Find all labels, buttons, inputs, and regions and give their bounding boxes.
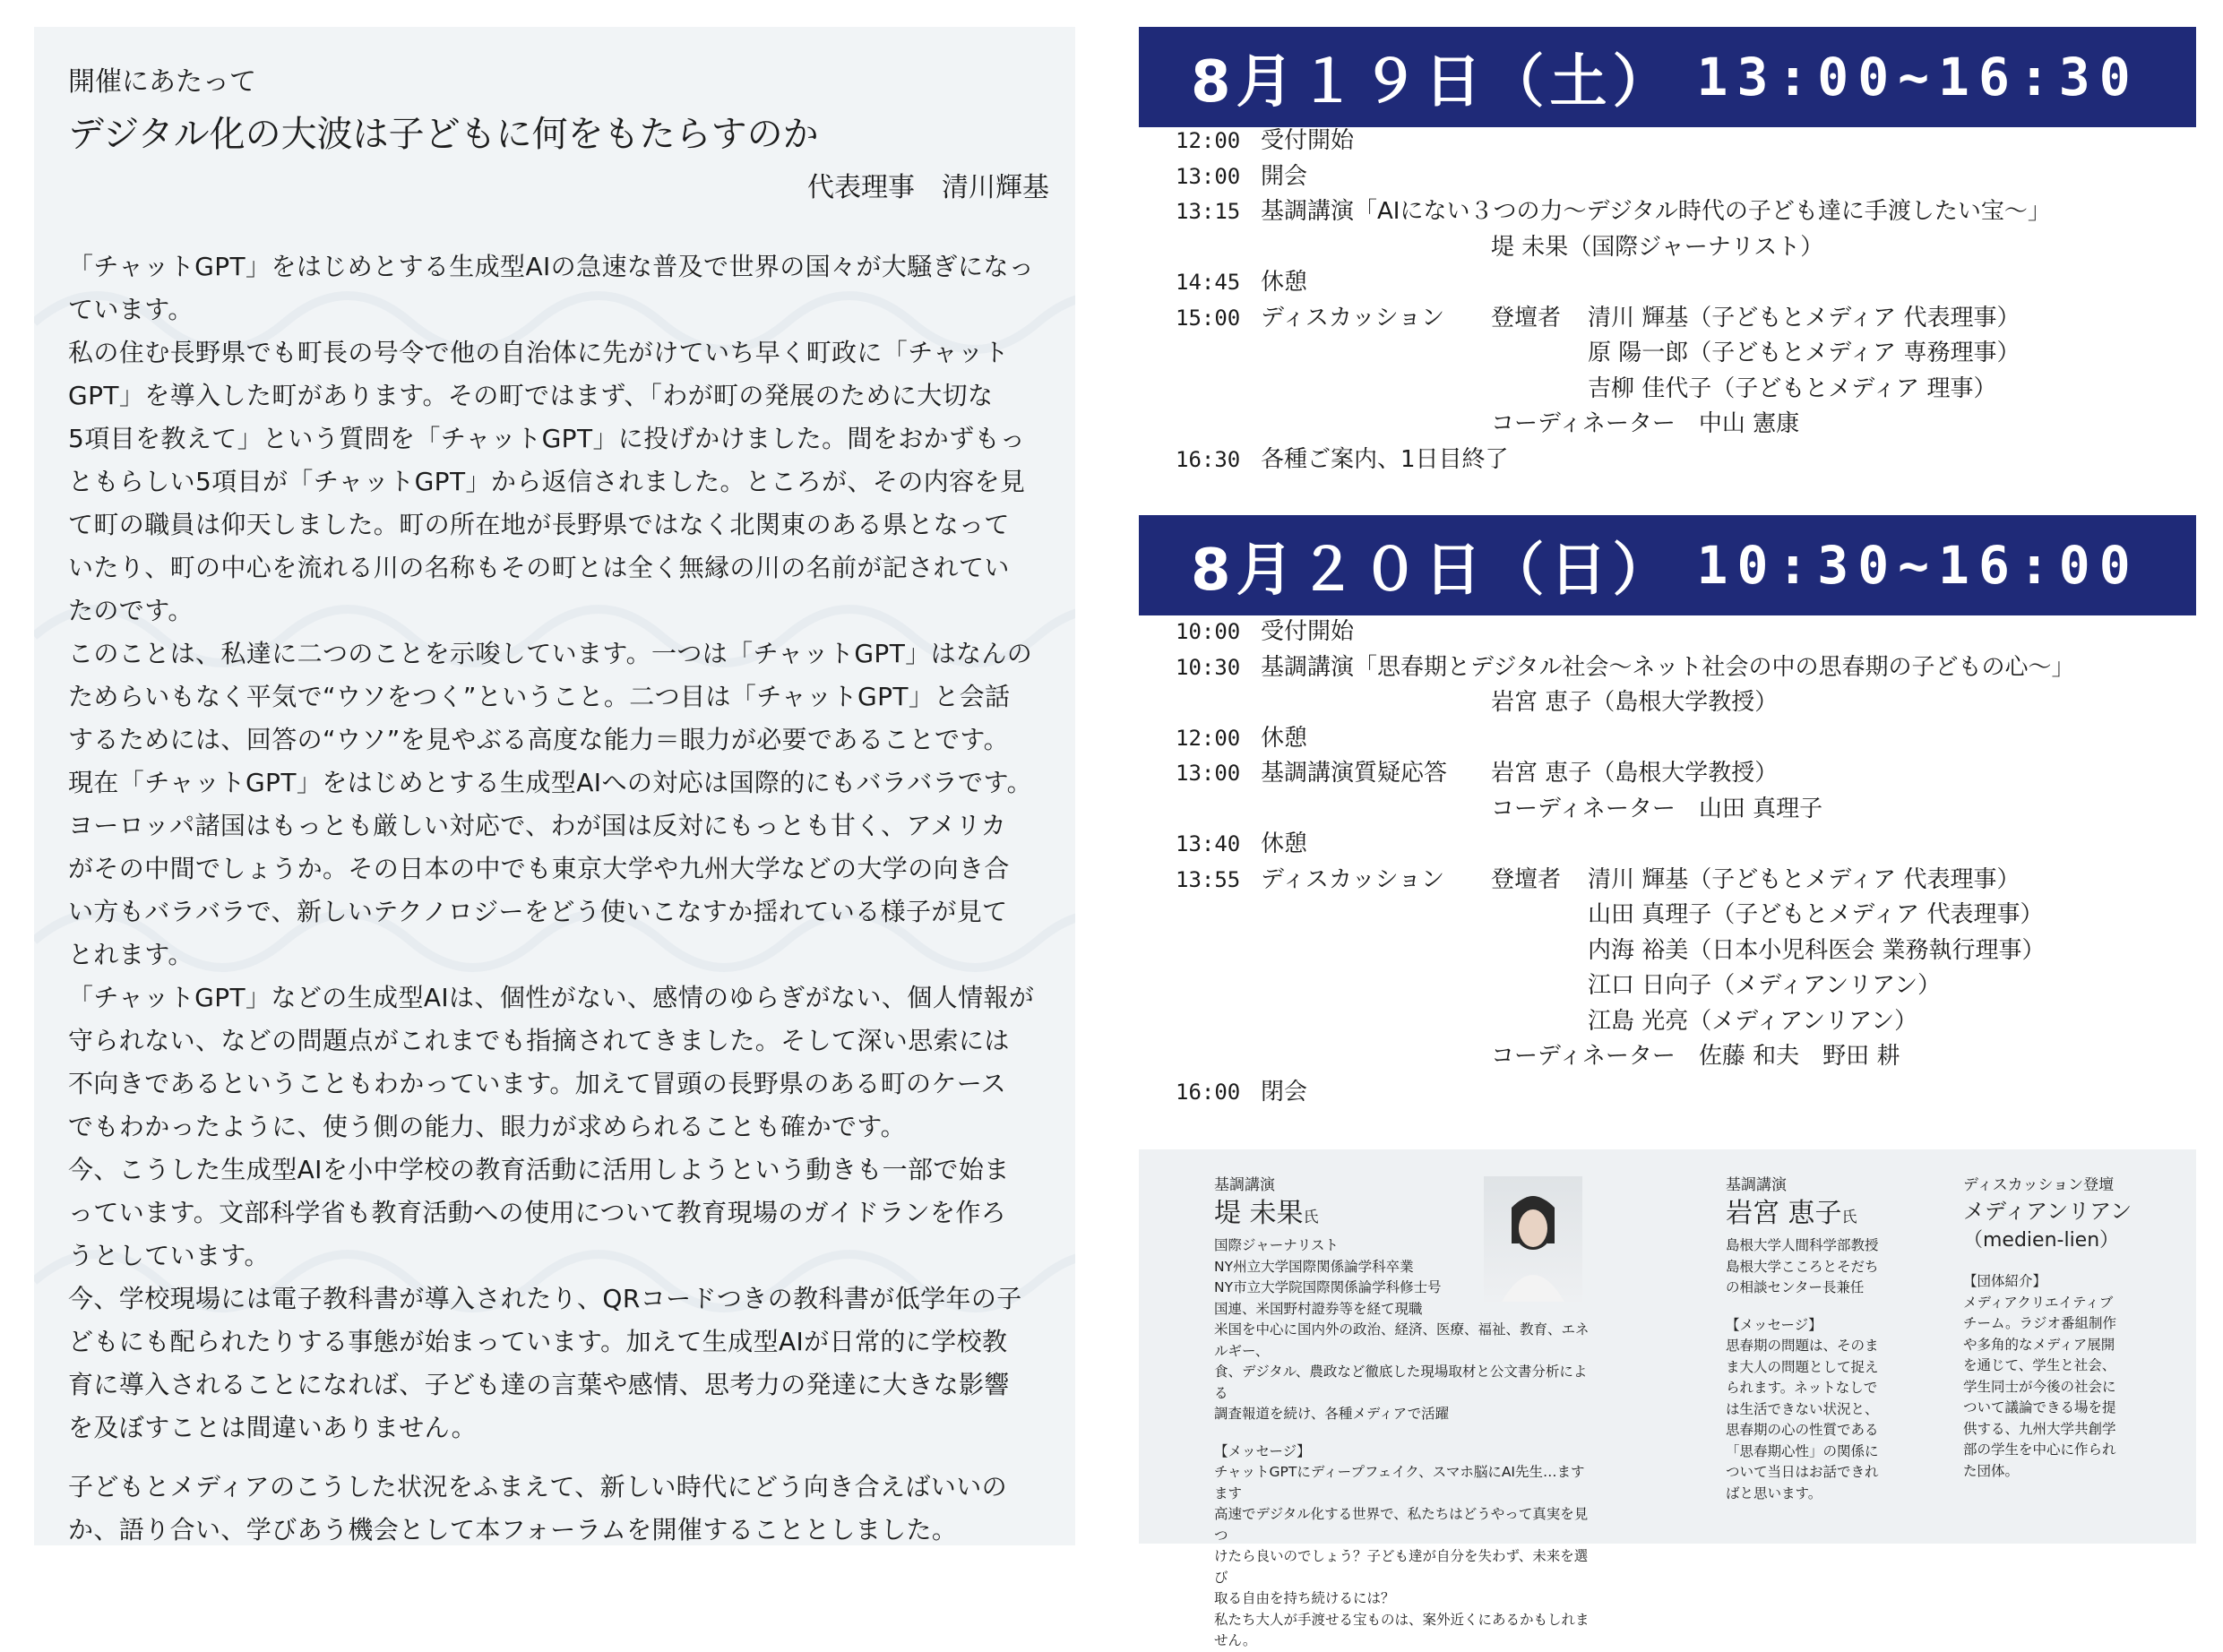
- intro-body-line: どもにも配られたりする事態が始まっています。加えて生成型AIが日常的に学校教: [68, 1327, 1008, 1356]
- coordinator: コーディネーター 佐藤 和夫 野田 耕: [1491, 1043, 1900, 1070]
- schedule-time: 14:45: [1176, 270, 1241, 295]
- schedule-label: 基調講演「AIにない３つの力〜デジタル時代の子ども達に手渡したい宝〜」: [1261, 198, 2051, 225]
- day1-header: [1139, 27, 2196, 127]
- day2-time: 10:30~16:00: [1696, 535, 2140, 596]
- schedule-detail: 登壇者: [1491, 865, 1562, 893]
- message-line: 高速でデジタル化する世界で、私たちはどうやって真実を見つ: [1214, 1506, 1589, 1544]
- message-line: 「思春期心性」の関係に: [1726, 1442, 1879, 1459]
- profile-role: 基調講演: [1726, 1176, 1787, 1194]
- intro-body-line: ヨーロッパ諸国はもっとも厳しい対応で、わが国は反対にもっとも甘く、アメリカ: [68, 811, 1007, 840]
- intro-panel: [34, 27, 1075, 1545]
- intro-label: 開催にあたって: [68, 66, 256, 98]
- intro-body-line: 今、こうした生成型AIを小中学校の教育活動に活用しようという動きも一部で始ま: [68, 1155, 1010, 1184]
- intro-body-line: 5項目を教えて」という質問を「チャットGPT」に投げかけました。間をおかずもっ: [68, 424, 1026, 453]
- intro-body-line: 私の住む長野県でも町長の号令で他の自治体に先がけていち早く町政に「チャット: [68, 338, 1009, 367]
- schedule-time: 13:00: [1176, 163, 1241, 189]
- intro-body-line: 「チャットGPT」などの生成型AIは、個性がない、感情のゆらぎがない、個人情報が: [68, 983, 1035, 1012]
- schedule-time: 12:00: [1176, 725, 1241, 751]
- profile-name: メディアンリアン: [1963, 1199, 2133, 1224]
- panelist: 吉柳 佳代子（子どもとメディア 理事）: [1588, 374, 1997, 402]
- intro-body-line: でもわかったように、使う側の能力、眼力が求められることも確かです。: [68, 1112, 906, 1141]
- intro-line: ついて議論できる場を提: [1963, 1399, 2116, 1415]
- intro-body-line: 不向きであるということもわかっています。加えて冒頭の長野県のある町のケース: [68, 1069, 1007, 1098]
- career-line: 国連、米国野村證券等を経て現職: [1214, 1300, 1423, 1317]
- profile-iwamiya: [1726, 1174, 1923, 1504]
- schedule-label: 休憩: [1261, 269, 1308, 296]
- schedule-label: 基調講演質疑応答: [1261, 760, 1448, 787]
- schedule-row: [1176, 685, 2188, 721]
- schedule-time: 10:30: [1176, 654, 1241, 680]
- schedule-row: [1176, 792, 2188, 828]
- schedule-row: [1176, 615, 2188, 650]
- career-line: 調査報道を続け、各種メディアで活躍: [1214, 1406, 1450, 1422]
- schedule-label: 各種ご案内、1日目終了: [1261, 445, 1509, 473]
- schedule-label: 受付開始: [1261, 618, 1355, 645]
- message-line: ばと思います。: [1726, 1484, 1822, 1501]
- speaker-profiles: [1139, 1149, 2196, 1648]
- panelist: 山田 真理子（子どもとメディア 代表理事）: [1588, 901, 2044, 928]
- schedule-label: 閉会: [1261, 1078, 1308, 1106]
- schedule-detail: 堤 未果（国際ジャーナリスト）: [1491, 233, 1824, 261]
- schedule-time: 16:00: [1176, 1079, 1241, 1105]
- career-line: 島根大学人間科学部教授: [1726, 1237, 1879, 1253]
- panelist: 内海 裕美（日本小児科医会 業務執行理事）: [1588, 936, 2046, 964]
- intro-line: 学生同士が今後の社会に: [1963, 1378, 2116, 1395]
- career-line: NY州立大学国際関係論学科卒業: [1214, 1258, 1414, 1275]
- intro-line: 供する、九州大学共創学: [1963, 1420, 2116, 1437]
- schedule-row: [1176, 159, 2188, 195]
- intro-body-line: っています。文部科学省も教育活動への使用について教育現場のガイドランを作ろ: [68, 1198, 1007, 1227]
- intro-body: [68, 245, 1049, 1545]
- speaker-photo: [1484, 1176, 1582, 1302]
- intro-author: 代表理事 清川輝基: [807, 172, 1049, 203]
- schedule-detail: 登壇者: [1491, 304, 1562, 331]
- career-line: の相談センター長兼任: [1726, 1279, 1865, 1295]
- intro-body-line: を及ぼすことは間違いありません。: [68, 1413, 478, 1442]
- schedule-row: [1176, 336, 2188, 372]
- schedule-row: [1176, 1004, 2188, 1040]
- schedule-time: 10:00: [1176, 619, 1241, 644]
- day1-time: 13:00~16:30: [1696, 47, 2140, 108]
- schedule-row: [1176, 407, 2188, 443]
- schedule-row: [1176, 721, 2188, 757]
- intro-line: や多角的なメディア展開: [1963, 1336, 2115, 1353]
- day1-schedule: [1176, 124, 2188, 478]
- schedule-row: [1176, 968, 2188, 1004]
- schedule-time: 13:00: [1176, 761, 1241, 786]
- schedule-row: [1176, 194, 2188, 230]
- intro-body-line: がその中間でしょうか。その日本の中でも東京大学や九州大学などの大学の向き合: [68, 854, 1010, 883]
- schedule-time: 15:00: [1176, 305, 1241, 331]
- day2-header: [1139, 515, 2196, 615]
- schedule-row: [1176, 265, 2188, 301]
- panelist: 江島 光亮（メディアンリアン）: [1588, 1007, 1918, 1035]
- intro-line: を通じて、学生と社会、: [1963, 1357, 2116, 1373]
- schedule-row: [1176, 898, 2188, 934]
- profile-message-heading: 【メッセージ】: [1726, 1316, 1822, 1333]
- intro-body-line: いたり、町の中心を流れる川の名称もその町とは全く無縁の川の名前が記されてい: [68, 553, 1010, 582]
- message-line: ついて当日はお話できれ: [1726, 1464, 1879, 1480]
- intro-body-line: ています。: [68, 295, 194, 324]
- intro-body-line: ためらいもなく平気で“ウソをつく”ということ。二つ目は「チャットGPT」と会話: [68, 682, 1011, 711]
- message-line: 私たち大人が手渡せる宝ものは、案外近くにあるかもしれません。: [1214, 1611, 1590, 1648]
- schedule-label: 休憩: [1261, 724, 1308, 752]
- profile-role: 基調講演: [1214, 1176, 1275, 1194]
- career-line: 国際ジャーナリスト: [1214, 1237, 1339, 1253]
- intro-body-line: うとしています。: [68, 1241, 270, 1270]
- message-line: 思春期の問題は、そのま: [1726, 1338, 1879, 1354]
- intro-body-line: たのです。: [68, 596, 194, 625]
- schedule-time: 13:55: [1176, 866, 1241, 892]
- career-line: 島根大学こころとそだち: [1726, 1258, 1879, 1275]
- panelist: 原 陽一郎（子どもとメディア 専務理事）: [1588, 340, 2021, 366]
- schedule-row: [1176, 372, 2188, 408]
- schedule-label: ディスカッション: [1261, 865, 1445, 893]
- profile-intro-heading: 【団体紹介】: [1963, 1273, 2047, 1289]
- message-line: チャットGPTにディープフェイク、スマホ脳にAI先生…ますます: [1214, 1464, 1585, 1501]
- schedule-label: 開会: [1261, 162, 1308, 190]
- intro-closing-line: 子どもとメディアのこうした状況をふまえて、新しい時代にどう向き合えばいいの: [68, 1472, 1008, 1501]
- intro-body-line: 守られない、などの問題点がこれまでも指摘されてきました。そして深い思索には: [68, 1026, 1010, 1055]
- profile-name-romaji: （medien-lien）: [1963, 1229, 2120, 1252]
- message-line: 思春期の心の性質である: [1726, 1422, 1879, 1438]
- career-line: 米国を中心に国内外の政治、経済、医療、福祉、教育、エネルギー、: [1214, 1321, 1590, 1359]
- schedule-label: 休憩: [1261, 830, 1308, 857]
- panelist: 清川 輝基（子どもとメディア 代表理事）: [1588, 865, 2021, 893]
- intro-line: メディアクリエイティブ: [1963, 1294, 2114, 1311]
- intro-closing-line: か、語り合い、学びあう機会として本フォーラムを開催することとしました。: [68, 1515, 958, 1544]
- intro-line: 部の学生を中心に作られ: [1963, 1441, 2116, 1458]
- coordinator: コーディネーター 中山 憲康: [1491, 410, 1800, 437]
- schedule-time: 13:15: [1176, 199, 1241, 224]
- schedule-label: 基調講演「思春期とデジタル社会〜ネット社会の中の思春期の子どもの心〜」: [1261, 653, 2075, 681]
- schedule-row: [1176, 650, 2188, 686]
- schedule-time: 13:40: [1176, 831, 1241, 856]
- schedule-row: [1176, 230, 2188, 266]
- intro-body-line: 「チャットGPT」をはじめとする生成型AIの急速な普及で世界の国々が大騒ぎになっ: [68, 252, 1035, 281]
- profile-message: [1726, 1336, 1923, 1504]
- profile-intro: [1963, 1293, 2178, 1483]
- message-line: ま大人の問題として捉え: [1726, 1358, 1879, 1375]
- profile-name: 岩宮 恵子氏: [1726, 1198, 1857, 1229]
- schedule-row: [1176, 1075, 2188, 1111]
- schedule-row: [1176, 124, 2188, 159]
- intro-title: デジタル化の大波は子どもに何をもたらすのか: [68, 114, 819, 155]
- schedule-row: [1176, 443, 2188, 478]
- schedule-time: 12:00: [1176, 128, 1241, 153]
- intro-body-line: ともらしい5項目が「チャットGPT」から返信されました。ところが、その内容を見: [68, 467, 1026, 496]
- schedule-row: [1176, 756, 2188, 792]
- intro-body-line: 現在「チャットGPT」をはじめとする生成型AIへの対応は国際的にもバラバラです。: [68, 768, 1033, 797]
- profile-message-heading: 【メッセージ】: [1214, 1442, 1311, 1459]
- panelist: 清川 輝基（子どもとメディア 代表理事）: [1588, 304, 2021, 331]
- message-line: は生活できない状況と、: [1726, 1400, 1879, 1417]
- intro-body-line: 今、学校現場には電子教科書が導入されたり、QRコードつきの教科書が低学年の子: [68, 1284, 1022, 1313]
- intro-body-line: GPT」を導入した町があります。その町ではまず、「わが町の発展のために大切な: [68, 381, 994, 410]
- profile-career: [1726, 1235, 1923, 1299]
- day2-schedule: [1176, 615, 2188, 1110]
- message-line: けたら良いのでしょう？子ども達が自分を失わず、未来を選び: [1214, 1548, 1589, 1586]
- schedule-row: [1176, 1039, 2188, 1075]
- schedule-row: [1176, 827, 2188, 863]
- intro-body-line: するためには、回答の“ウソ”を見やぶる高度な能力＝眼力が必要であることです。: [68, 725, 1009, 754]
- message-line: られます。ネットなしで: [1726, 1380, 1878, 1396]
- coordinator: コーディネーター 山田 真理子: [1491, 795, 1823, 822]
- profile-name: 堤 未果氏: [1214, 1198, 1319, 1229]
- career-line: NY市立大学院国際関係論学科修士号: [1214, 1279, 1442, 1295]
- schedule-detail: 岩宮 恵子（島根大学教授）: [1491, 760, 1779, 787]
- schedule-time: 16:30: [1176, 446, 1241, 472]
- profile-medien-lien: [1963, 1174, 2178, 1482]
- schedule-label: ディスカッション: [1261, 304, 1445, 331]
- profile-message: [1214, 1462, 1590, 1652]
- schedule-detail: 岩宮 恵子（島根大学教授）: [1491, 689, 1779, 716]
- intro-body-line: このことは、私達に二つのことを示唆しています。一つは「チャットGPT」はなんの: [68, 639, 1033, 668]
- intro-body-line: い方もバラバラで、新しいテクノロジーをどう使いこなすか揺れている様子が見て: [68, 897, 1008, 926]
- schedule-row: [1176, 863, 2188, 899]
- message-line: 取る自由を持ち続けるには？: [1214, 1590, 1395, 1606]
- day2-date: 8月２０日（日）: [1191, 538, 1676, 604]
- intro-body-line: 育に導入されることになれば、子ども達の言葉や感情、思考力の発達に大きな影響: [68, 1370, 1010, 1399]
- intro-body-line: て町の職員は仰天しました。町の所在地が長野県ではなく北関東のある県となって: [68, 510, 1010, 539]
- schedule-row: [1176, 934, 2188, 969]
- intro-line: チーム。ラジオ番組制作: [1963, 1315, 2116, 1331]
- intro-line: た団体。: [1963, 1462, 2020, 1479]
- schedule-row: [1176, 301, 2188, 337]
- panelist: 江口 日向子（メディアンリアン）: [1588, 972, 1942, 999]
- schedule-label: 受付開始: [1261, 127, 1355, 154]
- intro-body-line: とれます。: [68, 940, 194, 969]
- career-line: 食、デジタル、農政など徹底した現場取材と公文書分析による: [1214, 1364, 1588, 1401]
- day1-date: 8月１９日（土）: [1191, 49, 1676, 116]
- profile-role: ディスカッション登壇: [1963, 1176, 2115, 1194]
